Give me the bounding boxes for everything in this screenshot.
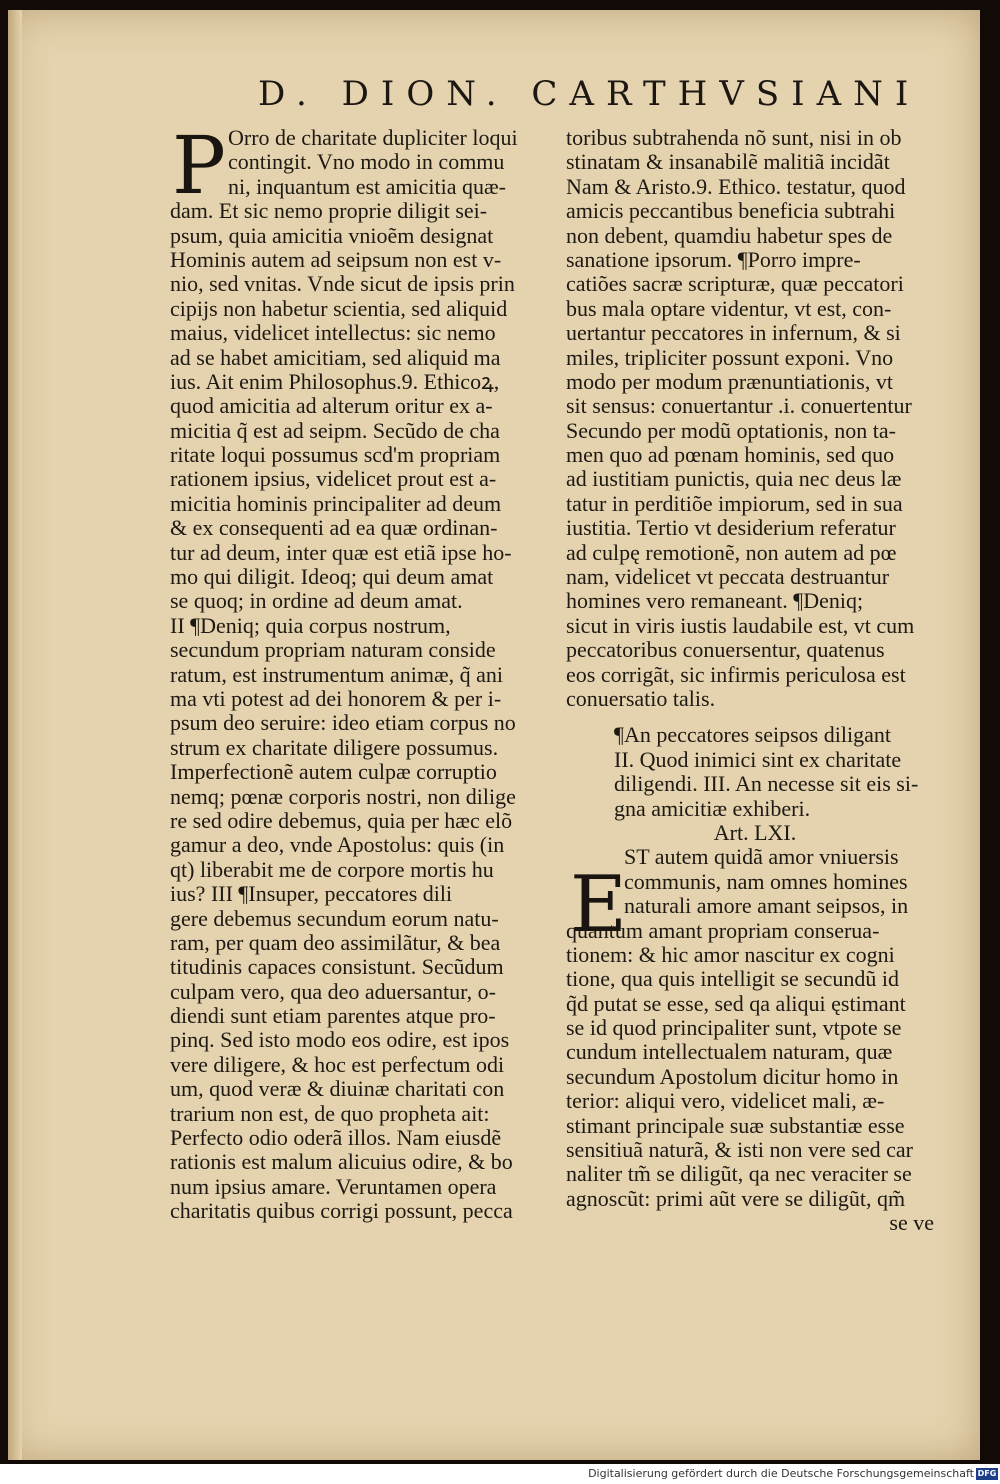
text-line: ad se habet amicitiam, sed aliquid ma (170, 345, 501, 370)
text-line: II ¶Deniq; quia corpus nostrum, (170, 613, 451, 638)
text-line: naliter tm̃ se diligũt, qa nec veraciter se (566, 1162, 912, 1187)
text-line: conuersatio talis. (566, 686, 716, 711)
text-line: Hominis autem ad seipsum non est v- (170, 247, 502, 272)
text-line: sit sensus: conuertantur .i. conuertentur (566, 394, 912, 419)
text-line: Perfecto odio oderã illos. Nam eiusdẽ (170, 1126, 502, 1151)
text-line: ius? III ¶Insuper, peccatores dili (170, 882, 453, 907)
text-line: diligendi. III. An necesse sit eis si- (614, 772, 919, 797)
text-line: nio, sed vnitas. Vnde sicut de ipsis prin (170, 272, 515, 297)
text-line: men quo ad pœnam hominis, sed quo (566, 443, 895, 468)
text-line: communis, nam omnes homines (624, 869, 908, 894)
text-line: trarium non est, de quo propheta ait: (170, 1101, 490, 1126)
drop-cap-p: P (172, 119, 226, 212)
dfg-logo: DFG (977, 1469, 997, 1478)
drop-cap-e: E (570, 860, 627, 950)
text-line: sensitiuã naturã, & isti non vere sed car (566, 1138, 914, 1163)
text-line: bus mala optare videntur, vt est, con- (566, 296, 892, 321)
text-line: ma vti potest ad dei honorem & per i- (170, 686, 502, 711)
text-line: naturali amore amant seipsos, in (624, 894, 909, 919)
text-line: agnoscũt: primi aũt vere se diligũt, qm̃ (566, 1186, 906, 1211)
text-line: homines vero remaneant. ¶Deniq; (566, 589, 864, 614)
text-line: ius. Ait enim Philosophus.9. Ethicoꝝ, (170, 369, 500, 394)
footer-bar (0, 1464, 1000, 1484)
text-line: Secundo per modũ optationis, non ta- (566, 418, 896, 443)
text-line: terior: aliqui vero, videlicet mali, æ- (566, 1089, 885, 1114)
text-line: tur ad deum, inter quæ est etiã ipse ho- (170, 540, 512, 565)
text-line: peccatoribus conuersentur, quatenus (566, 638, 885, 663)
text-line: pinq. Sed isto modo eos odire, est ipos (170, 1028, 510, 1053)
text-line: micitia hominis principaliter ad deum (170, 491, 502, 516)
text-line: amicis peccantibus beneficia subtrahi (566, 199, 896, 224)
text-line: se ve (889, 1211, 934, 1236)
text-line: toribus subtrahenda nõ sunt, nisi in ob (566, 126, 902, 150)
text-line: Nam & Aristo.9. Ethico. testatur, quod (566, 174, 906, 199)
text-line: ST autem quidã amor vniuersis (624, 845, 899, 870)
text-line: secundum Apostolum dicitur homo in (566, 1064, 899, 1089)
text-line: psum, quia amicitia vnioẽm designat (170, 223, 494, 248)
text-line: catiões sacræ scripturæ, quæ peccatori (566, 272, 904, 297)
text-line: titudinis capaces consistunt. Secũdum (170, 955, 504, 980)
text-line: q̃d putat se esse, sed qa aliqui ęstimant (566, 991, 906, 1016)
text-line: charitatis quibus corrigi possunt, pecca (170, 1199, 513, 1224)
text-line: gere debemus secundum eorum natu- (170, 906, 499, 931)
text-line: strum ex charitate diligere possumus. (170, 735, 499, 760)
text-line: ¶An peccatores seipsos diligant (614, 723, 891, 748)
text-line: quantum amant propriam conserua- (566, 918, 880, 943)
text-line: ritate loqui possumus scd'm propriam (170, 443, 501, 468)
text-line: stinatam & insanabilẽ malitiã incidãt (566, 150, 890, 175)
text-line: cundum intellectualem naturam, quæ (566, 1040, 893, 1065)
text-line: quod amicitia ad alterum oritur ex a- (170, 394, 493, 419)
right-column (566, 126, 944, 1236)
text-line: vere diligere, & hoc est perfectum odi (170, 1052, 505, 1077)
running-head: D. DION. CARTHVSIANI (258, 74, 921, 114)
text-line: & ex consequenti ad ea quæ ordinan- (170, 516, 498, 541)
text-line: gamur a deo, vnde Apostolus: quis (in (170, 833, 505, 858)
text-line: rationem ipsius, videlicet prout est a- (170, 467, 497, 492)
article-summary (566, 723, 944, 821)
text-line: II. Quod inimici sint ex charitate (614, 747, 902, 772)
text-line: gna amicitiæ exhiberi. (614, 796, 811, 821)
article-heading: Art. LXI. (713, 820, 797, 845)
left-column (170, 119, 552, 1224)
text-line: micitia q̃ est ad seipm. Secũdo de cha (170, 418, 500, 443)
text-line: Imperfectionẽ autem culpæ corruptio (170, 760, 497, 785)
text-line: uertantur peccatores in infernum, & si (566, 321, 901, 346)
text-line: rationis est malum alicuius odire, & bo (170, 1150, 513, 1175)
text-line: non debent, quamdiu habetur spes de (566, 223, 893, 248)
text-line: um, quod veræ & diuinæ charitati con (170, 1077, 505, 1102)
text-line: sicut in viris iustis laudabile est, vt cum (566, 613, 915, 638)
text-line: iustitia. Tertio vt desiderium referatur (566, 516, 896, 541)
text-line: mo qui diligit. Ideoq; qui deum amat (170, 565, 494, 590)
text-line: tionem: & hic amor nascitur ex cogni (566, 942, 895, 967)
text-line: maius, videlicet intellectus: sic nemo (170, 321, 496, 346)
text-line: sanatione ipsorum. ¶Porro impre- (566, 247, 861, 272)
text-line: ratum, est instrumentum animæ, q̃ ani (170, 662, 504, 687)
text-line: ni, inquantum est amicitia quæ- (228, 174, 507, 199)
text-line: se quoq; in ordine ad deum amat. (170, 589, 463, 614)
right-column-body (566, 126, 944, 711)
text-line: cipijs non habetur scientia, sed aliquid (170, 296, 508, 321)
text-line: Orro de charitate dupliciter loqui (228, 126, 518, 150)
text-line: nam, videlicet vt peccata destruantur (566, 565, 890, 590)
text-line: modo per modum prænuntiationis, vt (566, 369, 893, 394)
text-line: nemq; pœnæ corporis nostri, non dilige (170, 784, 516, 809)
text-line: contingit. Vno modo in commu (228, 150, 505, 175)
text-line: stimant principale suæ substantiæ esse (566, 1113, 905, 1138)
text-line: num ipsius amare. Veruntamen opera (170, 1174, 497, 1199)
text-line: secundum propriam naturam conside (170, 638, 496, 663)
text-line: dam. Et sic nemo proprie diligit sei- (170, 199, 488, 224)
text-line: re sed odire debemus, quia per hæc elõ (170, 808, 513, 833)
text-line: ad iustitiam punictis, quia nec deus læ (566, 467, 902, 492)
text-line: ad culpę remotionẽ, non autem ad pœ (566, 540, 897, 565)
footer-credit: Digitalisierung gefördert durch die Deutsche Forschungsgemeinschaft (588, 1467, 974, 1480)
page-edge (8, 10, 22, 1460)
text-line: diendi sunt etiam parentes atque pro- (170, 1004, 496, 1029)
text-line: ram, per quam deo assimilãtur, & bea (170, 930, 501, 955)
text-line: se id quod principaliter sunt, vtpote se (566, 1016, 902, 1041)
text-line: tatur in perditiõe impiorum, sed in sua (566, 491, 903, 516)
text-line: culpam vero, qua deo aduersantur, o- (170, 979, 496, 1004)
text-line: eos corrigãt, sic infirmis periculosa est (566, 662, 906, 687)
text-line: qt) liberabit me de corpore mortis hu (170, 857, 494, 882)
text-line: tione, qua quis intelligit se secundũ id (566, 967, 900, 992)
text-line: miles, tripliciter possunt exponi. Vno (566, 345, 894, 370)
text-line: psum deo seruire: ideo etiam corpus no (170, 711, 516, 736)
